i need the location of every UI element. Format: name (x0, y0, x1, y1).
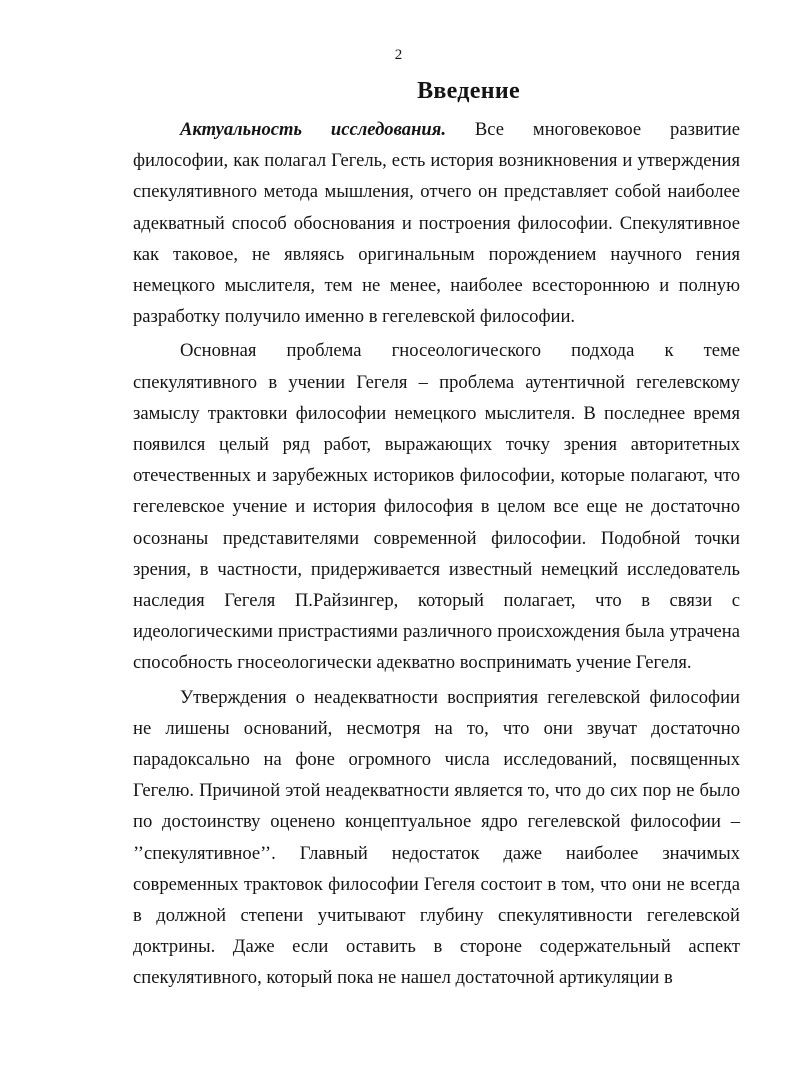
page-title: Введение (417, 78, 520, 104)
paragraph-1 (133, 114, 740, 332)
page-number: 2 (394, 47, 403, 63)
paragraph-3: Утверждения о неадекватности восприятия гегелевской философии не лишены оснований, несмотря на то, что они звучат достаточно парадоксально на фоне огромного числа исследований, посвященных Гегелю. Причиной этой неадекватности является то, что до сих пор не было по достоинству оценено концептуальное ядро гегелевской философии – ’’спекулятивное’’. Главный недостаток даже наиболее значимых современных трактовок философии Гегеля состоит в том, что они не всегда в должной степени учитывают глубину спекулятивности гегелевской доктрины. Даже если оставить в стороне содержательный аспект спекулятивного, который пока не нашел достаточной артикуляции в (133, 686, 740, 989)
body-text (133, 114, 740, 994)
paragraph-1-text: Все многовековое развитие философии, как полагал Гегель, есть история возникновения и утверждения спекулятивного метода мышления, отчего он представляет собой наиболее адекватный способ обоснования и построения философии. Спекулятивное как таковое, не являясь оригинальным порождением научного гения немецкого мыслителя, тем не менее, наиболее всестороннюю и полную разработку получило именно в гегелевской философии. (133, 119, 741, 328)
paragraph-2: Основная проблема гносеологического подхода к теме спекулятивного в учении Гегеля – проблема аутентичной гегелевскому замыслу трактовки философии немецкого мыслителя. В последнее время появился целый ряд работ, выражающих точку зрения авторитетных отечественных и зарубежных историков философии, которые полагают, что гегелевское учение и история философия в целом все еще не достаточно осознаны представителями современной философии. Подобной точки зрения, в частности, придерживается известный немецкий исследователь наследия Гегеля П.Райзингер, который полагает, что в связи с идеологическими пристрастиями различного происхождения была утрачена способность гносеологически адекватно воспринимать учение Гегеля. (133, 340, 740, 674)
section-lead: Актуальность исследования. (180, 119, 446, 140)
